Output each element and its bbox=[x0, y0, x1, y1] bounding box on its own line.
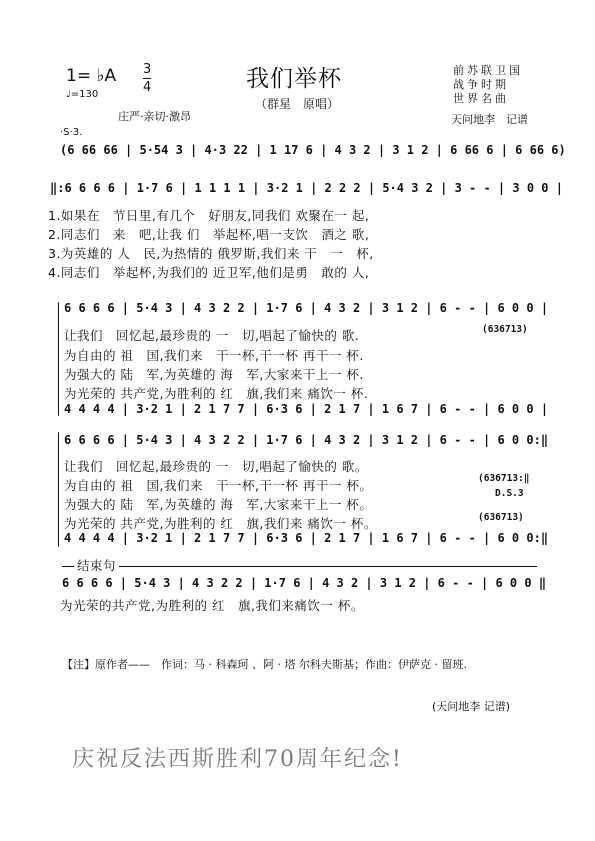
chorus1-lyric: 为光荣的 共产党,为胜利的 红 旗,我们来 痛饮一 杯. bbox=[64, 386, 369, 401]
scribe-credit: 天问地李 记谱 bbox=[451, 113, 528, 126]
origin-line: 战争时期 bbox=[453, 78, 509, 91]
chorus1-tag: (636713) bbox=[482, 324, 528, 335]
chorus2-upper-notes: 6 6 6 6 | 5·4 3 | 4 3 2 2 | 1·7 6 | 4 3 2 | 3 1 2 | 6 - - | 6 0 0:‖ bbox=[64, 433, 549, 447]
chorus2-repeat-tag: (636713:‖ bbox=[478, 473, 530, 484]
staff-brace bbox=[58, 302, 59, 416]
segno-sign: ·S·3. bbox=[60, 127, 83, 138]
chorus2-lyric: 让我们 回忆起,最珍贵的 一 切,唱起了愉快的 歌。 bbox=[64, 459, 368, 474]
chorus1-lower-notes: 4 4 4 4 | 3·2 1 | 2 1 7 7 | 6·3 6 | 2 1 7 | 1 6 7 | 6 - - | 6 0 0 | bbox=[64, 402, 549, 416]
ending-label: 结束句 bbox=[74, 556, 119, 574]
verse-lyric: 1.如果在 节日里,有几个 好朋友,同我们 欢聚在一 起, bbox=[48, 208, 370, 223]
key-signature: 1= ♭A bbox=[66, 66, 117, 86]
time-signature-bottom: 4 bbox=[143, 80, 152, 95]
dal-segno-mark: D.S.3 bbox=[495, 488, 524, 499]
commemoration-banner: 庆祝反法西斯胜利70周年纪念! bbox=[72, 747, 403, 772]
ending-notes: 6 6 6 6 | 5·4 3 | 4 3 2 2 | 1·7 6 | 4 3 2 | 3 1 2 | 6 - - | 6 0 0 ‖ bbox=[62, 576, 547, 590]
tempo-marking: ♩=130 bbox=[66, 89, 99, 100]
verse-lyric: 3.为英雄的 人 民,为热情的 俄罗斯,我们来 干 一 杯, bbox=[48, 246, 374, 261]
staff-brace bbox=[58, 432, 59, 547]
style-marking: 庄严·亲切·激昂 bbox=[118, 110, 191, 123]
origin-line: 世界名曲 bbox=[453, 92, 509, 105]
verse-lyric: 2.同志们 来 吧,让我 们 举起杯,唱一支饮 酒之 歌, bbox=[48, 227, 370, 242]
chorus1-lyric: 为强大的 陆 军,为英雄的 海 军,大家来干上一 杯. bbox=[64, 367, 364, 382]
ending-bracket-line bbox=[62, 566, 537, 567]
chorus2-lyric: 为强大的 陆 军,为英雄的 海 军,大家来干上一 杯。 bbox=[64, 497, 373, 512]
chorus1-lyric: 让我们 回忆起,最珍贵的 一 切,唱起了愉快的 歌. bbox=[64, 328, 360, 343]
intro-notes: (6 66 66 | 5·54 3 | 4·3 22 | 1 17 6 | 4 3 2 | 3 1 2 | 6 66 6 | 6 66 6) bbox=[60, 143, 566, 157]
song-title: 我们举杯 bbox=[246, 66, 342, 92]
scribe-credit-footer: (天问地李 记谱) bbox=[432, 700, 511, 713]
verse-notes: ‖:6 6 6 6 | 1·7 6 | 1 1 1 1 | 3·2 1 | 2 2 2 | 5·4 3 2 | 3 - - | 3 0 0 | bbox=[50, 181, 563, 195]
origin-line: 前苏联卫国 bbox=[453, 64, 523, 77]
chorus2-lyric: 为自由的 祖 国,我们来 干一杯,干一杯 再干一 杯。 bbox=[64, 478, 373, 493]
verse-lyric: 4.同志们 举起杯,为我们的 近卫军,他们是勇 敢的 人, bbox=[48, 265, 370, 280]
chorus2-tag: (636713) bbox=[478, 512, 524, 523]
chorus2-lower-notes: 4 4 4 4 | 3·2 1 | 2 1 7 7 | 6·3 6 | 2 1 7 | 1 6 7 | 6 - - | 6 0 0:‖ bbox=[64, 531, 549, 545]
ending-lyric: 为光荣的共产党,为胜利的 红 旗,我们来痛饮一 杯。 bbox=[60, 598, 364, 613]
time-signature-top: 3 bbox=[143, 62, 152, 77]
chorus1-lyric: 为自由的 祖 国,我们来 干一杯,干一杯 再干一 杯. bbox=[64, 348, 364, 363]
chorus2-lyric: 为光荣的 共产党,为胜利的 红 旗,我们来 痛饮一 杯。 bbox=[64, 516, 377, 531]
song-subtitle: （群星 原唱） bbox=[255, 97, 340, 111]
credits-footnote: 【注】原作者—— 作词：马 · 科森珂 、阿 · 塔 尔科夫斯基；作曲：伊萨克 · 留班. bbox=[62, 658, 467, 671]
origin-block bbox=[453, 64, 523, 106]
time-signature bbox=[143, 62, 151, 95]
chorus1-upper-notes: 6 6 6 6 | 5·4 3 | 4 3 2 2 | 1·7 6 | 4 3 2 | 3 1 2 | 6 - - | 6 0 0 | bbox=[64, 301, 549, 315]
